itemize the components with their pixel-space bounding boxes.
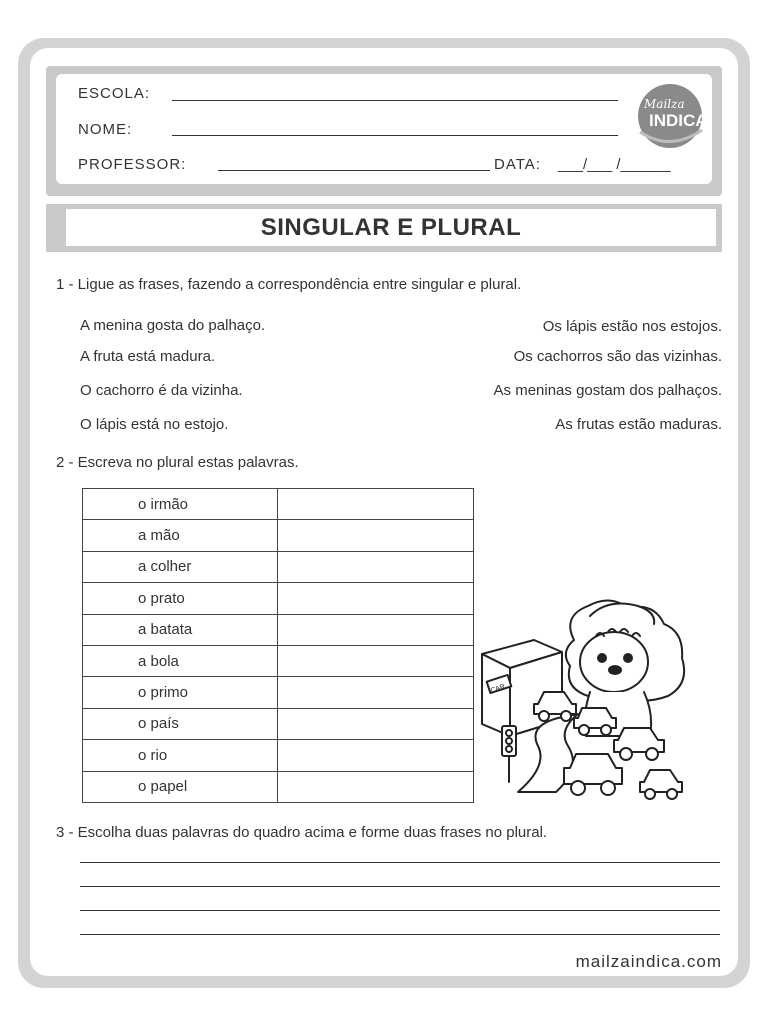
table-row xyxy=(83,740,474,771)
word-cell: a batata xyxy=(83,614,278,645)
child-with-toys-illustration xyxy=(478,596,724,808)
word-cell: o país xyxy=(83,708,278,739)
logo-text-line1: Mailza xyxy=(644,97,685,111)
logo-text-line2: INDICA xyxy=(649,111,708,130)
word-cell: o papel xyxy=(83,771,278,802)
date-label: DATA: xyxy=(494,156,541,173)
name-line[interactable] xyxy=(172,135,618,136)
answer-cell[interactable] xyxy=(278,677,474,708)
answer-line[interactable] xyxy=(80,886,720,887)
table-row xyxy=(83,771,474,802)
table-row xyxy=(83,708,474,739)
q1-right-4[interactable]: As frutas estão maduras. xyxy=(555,416,722,433)
table-row xyxy=(83,583,474,614)
teacher-line[interactable] xyxy=(218,170,490,171)
answer-cell[interactable] xyxy=(278,708,474,739)
table-row xyxy=(83,520,474,551)
name-label: NOME: xyxy=(78,121,133,138)
answer-cell[interactable] xyxy=(278,489,474,520)
answer-cell[interactable] xyxy=(278,614,474,645)
word-cell: o prato xyxy=(83,583,278,614)
answer-line[interactable] xyxy=(80,862,720,863)
footer-website: mailzaindica.com xyxy=(575,952,722,971)
answer-cell[interactable] xyxy=(278,645,474,676)
teacher-label: PROFESSOR: xyxy=(78,156,187,173)
q1-right-2[interactable]: Os cachorros são das vizinhas. xyxy=(513,348,722,365)
mailza-indica-logo xyxy=(630,82,708,150)
word-cell: o rio xyxy=(83,740,278,771)
word-cell: a bola xyxy=(83,645,278,676)
table-row xyxy=(83,645,474,676)
answer-cell[interactable] xyxy=(278,740,474,771)
q2-prompt: 2 - Escreva no plural estas palavras. xyxy=(56,454,299,471)
q1-left-3[interactable]: O cachorro é da vizinha. xyxy=(80,382,243,399)
word-cell: a mão xyxy=(83,520,278,551)
q1-right-1[interactable]: Os lápis estão nos estojos. xyxy=(542,318,722,335)
q3-prompt: 3 - Escolha duas palavras do quadro acima e forme duas frases no plural. xyxy=(56,824,548,841)
answer-line[interactable] xyxy=(80,910,720,911)
table-row xyxy=(83,489,474,520)
q1-prompt: 1 - Ligue as frases, fazendo a correspondência entre singular e plural. xyxy=(56,276,522,293)
date-blanks[interactable]: ___/___ /______ xyxy=(558,156,671,173)
word-cell: o irmão xyxy=(83,489,278,520)
answer-line[interactable] xyxy=(80,934,720,935)
table-row xyxy=(83,551,474,582)
q1-left-4[interactable]: O lápis está no estojo. xyxy=(80,416,229,433)
answer-cell[interactable] xyxy=(278,583,474,614)
q1-left-1[interactable]: A menina gosta do palhaço. xyxy=(80,317,266,334)
title-inner xyxy=(66,209,716,246)
table-row xyxy=(83,677,474,708)
box-label: CAR xyxy=(489,683,507,695)
q1-right-3[interactable]: As meninas gostam dos palhaços. xyxy=(493,382,722,399)
q1-left-2[interactable]: A fruta está madura. xyxy=(80,348,216,365)
answer-cell[interactable] xyxy=(278,551,474,582)
word-cell: o primo xyxy=(83,677,278,708)
answer-cell[interactable] xyxy=(278,771,474,802)
word-cell: a colher xyxy=(83,551,278,582)
plural-table xyxy=(82,488,474,803)
school-line[interactable] xyxy=(172,100,618,101)
answer-cell[interactable] xyxy=(278,520,474,551)
page-title: SINGULAR E PLURAL xyxy=(260,213,522,241)
school-label: ESCOLA: xyxy=(78,85,151,102)
table-row xyxy=(83,614,474,645)
